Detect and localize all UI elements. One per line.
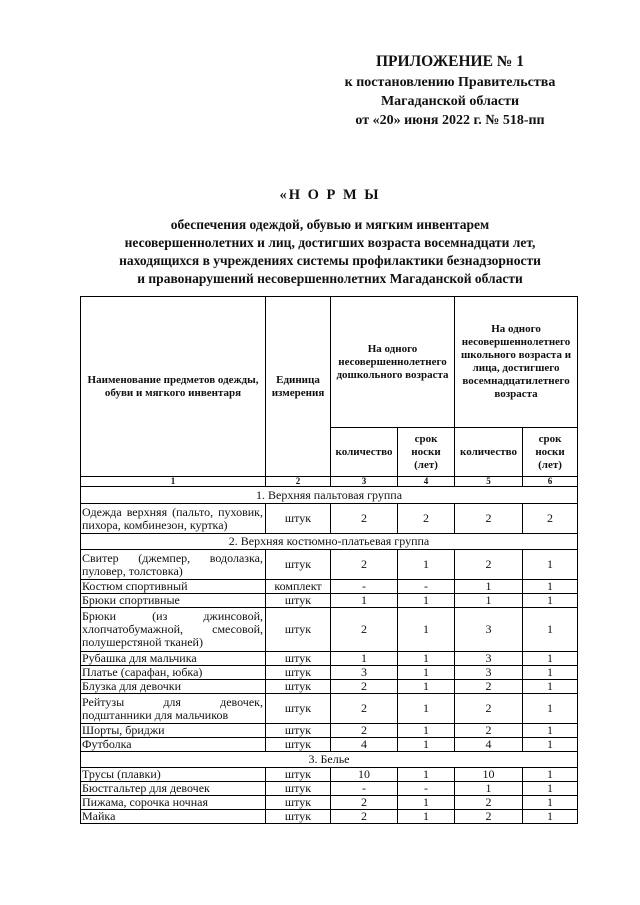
appendix-header: [300, 52, 600, 130]
table-row: [81, 666, 578, 680]
cell-value: 2: [331, 796, 398, 810]
cell-value: 1: [523, 652, 578, 666]
cell-value: 2: [455, 550, 523, 580]
header-name: Наименование предметов одежды, обуви и мягкого инвентаря: [81, 297, 266, 477]
appendix-line: от «20» июня 2022 г. № 518-пп: [355, 113, 545, 128]
column-number: 4: [398, 477, 455, 487]
cell-value: 3: [455, 608, 523, 652]
cell-name: Одежда верхняя (пальто, пуховик, пихора, комбинезон, куртка): [81, 504, 266, 534]
cell-value: 4: [331, 738, 398, 752]
cell-unit: комплект: [266, 580, 331, 594]
header-unit: Единица измерения: [266, 297, 331, 477]
table-row: [81, 796, 578, 810]
cell-value: 1: [523, 580, 578, 594]
cell-name: Свитер (джемпер, водолазка, пуловер, толстовка): [81, 550, 266, 580]
norms-line: обеспечения одеждой, обувью и мягким инвентарем: [170, 217, 490, 232]
cell-value: 2: [455, 694, 523, 724]
cell-value: 1: [398, 768, 455, 782]
column-number-row: [81, 477, 578, 487]
cell-value: 1: [523, 724, 578, 738]
norms-table: [80, 296, 578, 824]
cell-unit: штук: [266, 608, 331, 652]
cell-value: 1: [523, 796, 578, 810]
cell-value: 1: [455, 594, 523, 608]
cell-value: 2: [331, 724, 398, 738]
cell-value: 2: [398, 504, 455, 534]
table-row: [81, 768, 578, 782]
cell-value: 1: [398, 666, 455, 680]
norms-line: находящихся в учреждениях системы профилактики безнадзорности: [119, 253, 541, 268]
cell-unit: штук: [266, 504, 331, 534]
cell-value: 3: [455, 652, 523, 666]
cell-value: 2: [455, 724, 523, 738]
norms-title: «Н О Р М Ы: [279, 187, 381, 203]
cell-name: Рейтузы для девочек, подштанники для мальчиков: [81, 694, 266, 724]
column-number: 3: [331, 477, 398, 487]
header-wear: срок носки (лет): [398, 428, 455, 477]
appendix-line: к постановлению Правительства: [344, 75, 556, 90]
cell-value: 10: [331, 768, 398, 782]
norms-heading: [70, 186, 590, 288]
cell-name: Брюки спортивные: [81, 594, 266, 608]
cell-name: Бюстгальтер для девочек: [81, 782, 266, 796]
cell-value: 1: [398, 796, 455, 810]
column-number: 6: [523, 477, 578, 487]
table-row: [81, 594, 578, 608]
cell-value: 2: [331, 550, 398, 580]
header-school: На одного несовершеннолетнего школьного возраста и лица, достигшего восемнадцатилетнего возраста: [455, 297, 578, 428]
appendix-line: Магаданской области: [380, 94, 520, 109]
table-row: [81, 504, 578, 534]
norms-line: несовершеннолетних и лиц, достигших возраста восемнадцати лет,: [124, 235, 536, 250]
table-row: [81, 782, 578, 796]
cell-value: 1: [398, 652, 455, 666]
header-qty: количество: [455, 428, 523, 477]
cell-value: 2: [331, 810, 398, 824]
section-title: 1. Верхняя пальтовая группа: [81, 487, 578, 504]
table-row: [81, 810, 578, 824]
cell-name: Рубашка для мальчика: [81, 652, 266, 666]
cell-unit: штук: [266, 768, 331, 782]
cell-unit: штук: [266, 694, 331, 724]
cell-unit: штук: [266, 810, 331, 824]
cell-value: 1: [398, 694, 455, 724]
cell-value: 1: [523, 810, 578, 824]
cell-unit: штук: [266, 594, 331, 608]
table-row: [81, 608, 578, 652]
table-row: [81, 724, 578, 738]
section-row: [81, 752, 578, 768]
cell-value: 4: [455, 738, 523, 752]
table-row: [81, 550, 578, 580]
cell-name: Шорты, бриджи: [81, 724, 266, 738]
cell-value: 1: [455, 782, 523, 796]
cell-name: Брюки (из джинсовой, хлопчатобумажной, смесовой, полушерстяной тканей): [81, 608, 266, 652]
cell-value: 2: [331, 694, 398, 724]
cell-value: 1: [398, 680, 455, 694]
cell-value: 1: [523, 550, 578, 580]
cell-value: 1: [398, 594, 455, 608]
cell-value: 2: [331, 680, 398, 694]
cell-value: -: [398, 782, 455, 796]
cell-value: 2: [455, 810, 523, 824]
cell-unit: штук: [266, 680, 331, 694]
column-number: 5: [455, 477, 523, 487]
cell-value: 3: [331, 666, 398, 680]
header-preschool: На одного несовершеннолетнего дошкольного возраста: [331, 297, 455, 428]
cell-value: 2: [331, 504, 398, 534]
table-row: [81, 580, 578, 594]
cell-value: 1: [398, 724, 455, 738]
cell-value: 1: [523, 666, 578, 680]
cell-value: 1: [398, 608, 455, 652]
cell-name: Костюм спортивный: [81, 580, 266, 594]
cell-value: 2: [523, 504, 578, 534]
cell-value: 2: [455, 680, 523, 694]
cell-value: 2: [455, 796, 523, 810]
cell-value: 1: [523, 782, 578, 796]
header-wear: срок носки (лет): [523, 428, 578, 477]
cell-unit: штук: [266, 666, 331, 680]
cell-value: 2: [455, 504, 523, 534]
cell-value: 1: [398, 550, 455, 580]
cell-unit: штук: [266, 550, 331, 580]
column-number: 1: [81, 477, 266, 487]
table-row: [81, 738, 578, 752]
cell-unit: штук: [266, 796, 331, 810]
cell-value: 1: [331, 594, 398, 608]
cell-name: Майка: [81, 810, 266, 824]
cell-value: 1: [331, 652, 398, 666]
cell-name: Футболка: [81, 738, 266, 752]
cell-value: 1: [398, 738, 455, 752]
cell-value: 2: [331, 608, 398, 652]
cell-value: -: [331, 782, 398, 796]
section-row: [81, 487, 578, 504]
cell-unit: штук: [266, 738, 331, 752]
cell-value: 3: [455, 666, 523, 680]
cell-value: 1: [523, 680, 578, 694]
cell-value: 1: [455, 580, 523, 594]
section-title: 2. Верхняя костюмно-платьевая группа: [81, 534, 578, 550]
cell-value: 1: [398, 810, 455, 824]
cell-unit: штук: [266, 652, 331, 666]
column-number: 2: [266, 477, 331, 487]
section-row: [81, 534, 578, 550]
cell-value: 1: [523, 768, 578, 782]
cell-name: Платье (сарафан, юбка): [81, 666, 266, 680]
cell-value: 10: [455, 768, 523, 782]
cell-unit: штук: [266, 782, 331, 796]
cell-value: -: [331, 580, 398, 594]
cell-name: Пижама, сорочка ночная: [81, 796, 266, 810]
cell-value: -: [398, 580, 455, 594]
cell-unit: штук: [266, 724, 331, 738]
cell-value: 1: [523, 738, 578, 752]
table-row: [81, 652, 578, 666]
cell-value: 1: [523, 608, 578, 652]
cell-value: 1: [523, 694, 578, 724]
section-title: 3. Белье: [81, 752, 578, 768]
cell-name: Трусы (плавки): [81, 768, 266, 782]
header-qty: количество: [331, 428, 398, 477]
appendix-title: ПРИЛОЖЕНИЕ № 1: [376, 53, 524, 70]
cell-name: Блузка для девочки: [81, 680, 266, 694]
table-row: [81, 694, 578, 724]
table-row: [81, 680, 578, 694]
cell-value: 1: [523, 594, 578, 608]
norms-line: и правонарушений несовершеннолетних Магаданской области: [137, 271, 523, 286]
